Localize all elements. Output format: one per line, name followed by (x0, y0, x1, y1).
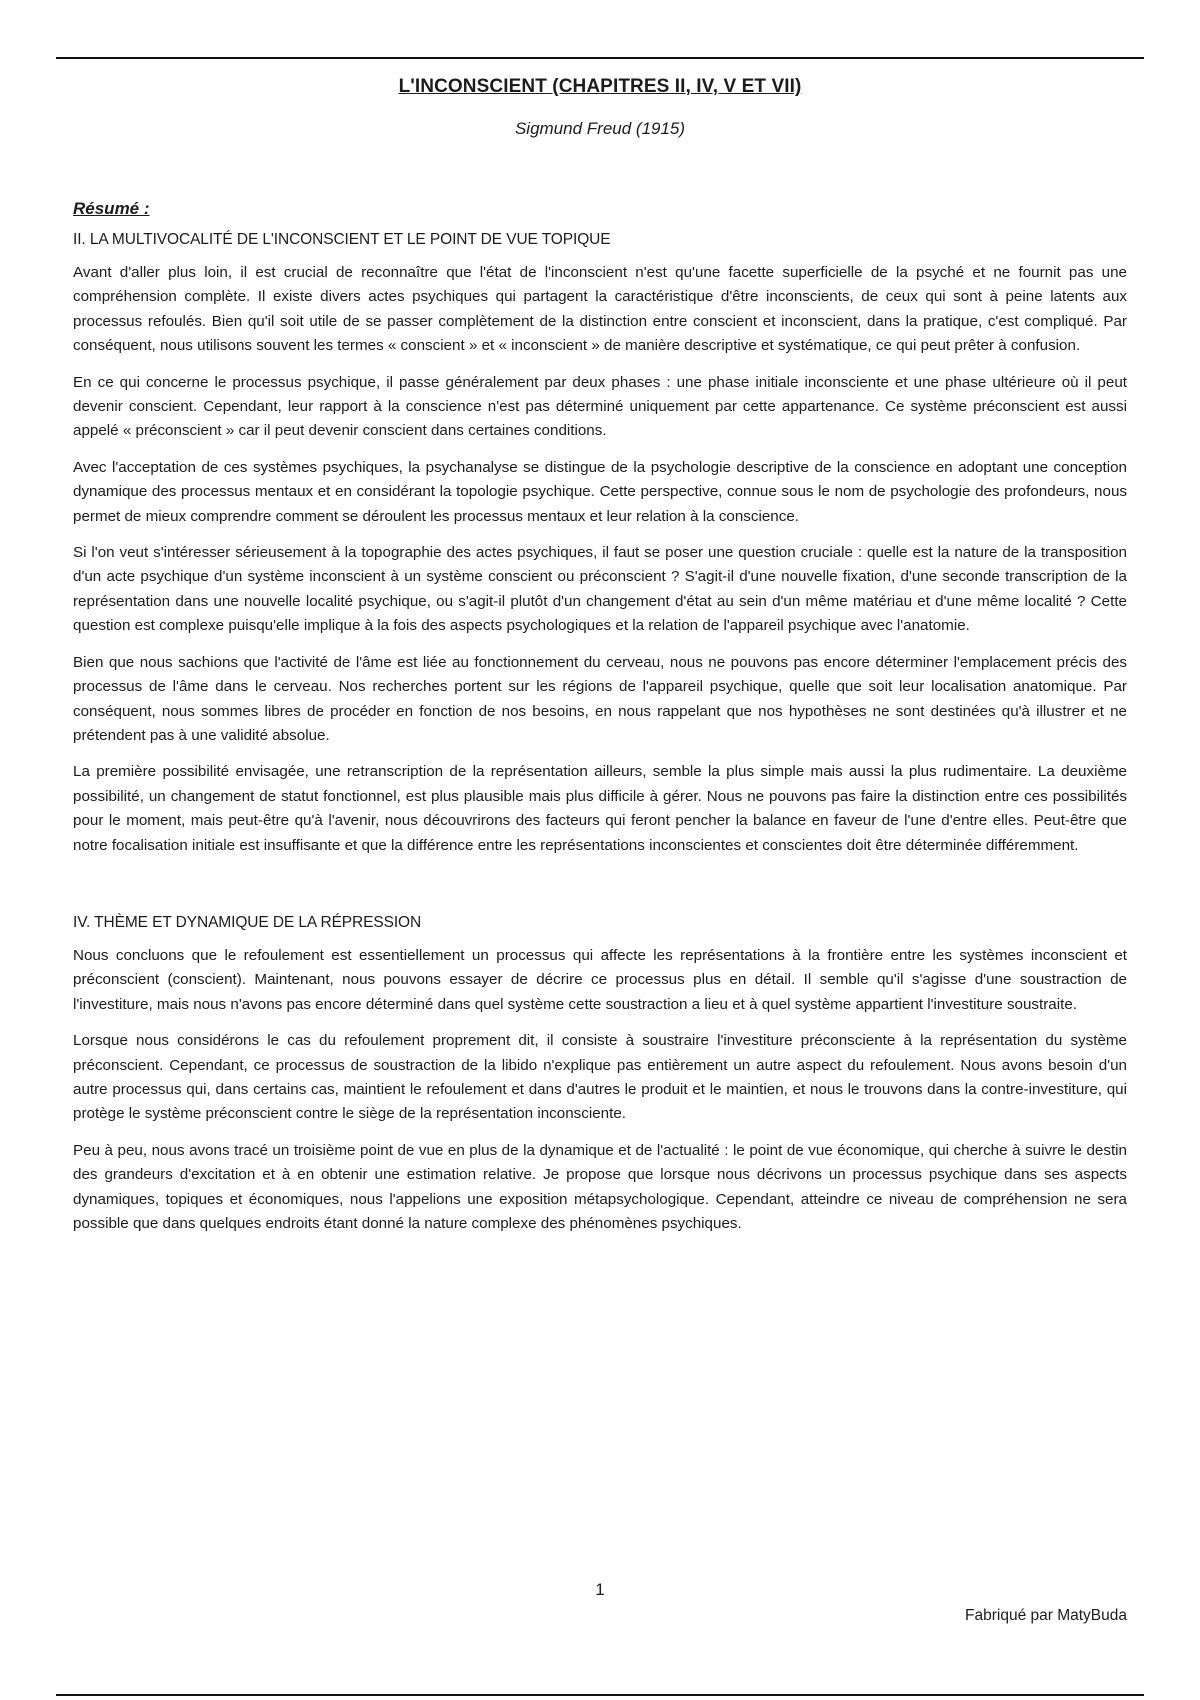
paragraph: Nous concluons que le refoulement est essentiellement un processus qui affecte les représentations à la frontière entre les systèmes inconscient et préconscient (conscient). Maintenant, nous pouvons essayer de décrire ce processus plus en détail. Il semble qu'il s'agisse d'une soustraction de l'investiture, mais nous n'avons pas encore déterminé dans quel système cette soustraction a lieu et à quel système appartient l'investiture soustraite. (73, 946, 1127, 1013)
document-page (73, 70, 1127, 1236)
bottom-rule (56, 1694, 1144, 1696)
page-number: 1 (595, 1580, 605, 1599)
paragraph: La première possibilité envisagée, une retranscription de la représentation ailleurs, semble la plus simple mais aussi la plus rudimentaire. La deuxième possibilité, un changement de statut fonctionnel, est plus plausible mais plus difficile à gérer. Nous ne pouvons pas faire la distinction entre ces possibilités pour le moment, mais peut-être qu'à l'avenir, nous découvrirons des facteurs qui feront pencher la balance en faveur de l'une d'entre elles. Peut-être que notre focalisation initiale est insuffisante et que la différence entre les représentations inconscientes et conscientes doit être déterminée différemment. (73, 763, 1127, 854)
top-rule (56, 57, 1144, 59)
footer-credit: Fabriqué par MatyBuda (965, 1607, 1127, 1624)
section-heading: IV. THÈME ET DYNAMIQUE DE LA RÉPRESSION (73, 913, 422, 931)
summary-label: Résumé : (73, 199, 150, 218)
section-heading: II. LA MULTIVOCALITÉ DE L'INCONSCIENT ET LE POINT DE VUE TOPIQUE (73, 231, 611, 248)
paragraph: En ce qui concerne le processus psychique, il passe généralement par deux phases : une phase initiale inconsciente et une phase ultérieure où il peut devenir conscient. Cependant, leur rapport à la conscience n'est pas déterminé uniquement par cette appartenance. Ce système préconscient est aussi appelé « préconscient » car il peut devenir conscient dans certaines conditions. (73, 373, 1127, 440)
paragraph: Si l'on veut s'intéresser sérieusement à la topographie des actes psychiques, il faut se poser une question cruciale : quelle est la nature de la transposition d'un acte psychique d'un système inconscient à un système conscient ou préconscient ? S'agit-il d'une nouvelle fixation, d'une seconde transcription de la représentation dans une nouvelle localité psychique, ou s'agit-il plutôt d'un changement d'état au sein d'un même matériau et d'une même localité ? Cette question est complexe puisqu'elle implique à la fois des aspects psychologiques et la relation de l'appareil psychique avec l'anatomie. (73, 544, 1127, 635)
paragraph: Peu à peu, nous avons tracé un troisième point de vue en plus de la dynamique et de l'actualité : le point de vue économique, qui cherche à suivre le destin des grandeurs d'excitation et à en obtenir une estimation relative. Je propose que lorsque nous décrivons un processus psychique dans ses aspects dynamiques, topiques et économiques, nous l'appelions une exposition métapsychologique. Cependant, atteindre ce niveau de compréhension ne sera possible que dans quelques endroits étant donné la nature complexe des phénomènes psychiques. (73, 1141, 1127, 1232)
section-chapter-4 (73, 914, 1127, 1236)
paragraph: Avec l'acceptation de ces systèmes psychiques, la psychanalyse se distingue de la psychologie descriptive de la conscience en adoptant une conception dynamique des processus mentaux et en considérant la topologie psychique. Cette perspective, connue sous le nom de psychologie des profondeurs, nous permet de mieux comprendre comment se déroulent les processus mentaux et leur relation à la conscience. (73, 458, 1127, 525)
paragraph: Bien que nous sachions que l'activité de l'âme est liée au fonctionnement du cerveau, nous ne pouvons pas encore déterminer l'emplacement précis des processus de l'âme dans le cerveau. Nos recherches portent sur les régions de l'appareil psychique, quelle que soit leur localisation anatomique. Par conséquent, nous sommes libres de procéder en fonction de nos besoins, en nous rappelant que nos hypothèses ne sont destinées qu'à illustrer et ne prétendent pas à une validité absolue. (73, 653, 1127, 744)
paragraph: Avant d'aller plus loin, il est crucial de reconnaître que l'état de l'inconscient n'est qu'une facette superficielle de la psyché et ne fournit pas une compréhension complète. Il existe divers actes psychiques qui partagent la caractéristique d'être inconscients, de ceux qui sont à peine latents aux processus refoulés. Bien qu'il soit utile de se passer complètement de la distinction entre conscient et inconscient, dans la pratique, c'est compliqué. Par conséquent, nous utilisons souvent les termes « conscient » et « inconscient » de manière descriptive et systématique, ce qui peut prêter à confusion. (73, 264, 1127, 355)
section-chapter-2 (73, 231, 1127, 858)
document-title: L'INCONSCIENT (CHAPITRES II, IV, V ET VII) (398, 76, 802, 97)
document-author: Sigmund Freud (1915) (514, 119, 686, 138)
paragraph: Lorsque nous considérons le cas du refoulement proprement dit, il consiste à soustraire l'investiture préconsciente à la représentation du système préconscient. Cependant, ce processus de soustraction de la libido n'explique pas entièrement un autre aspect du refoulement. Nous avons besoin d'un autre processus qui, dans certains cas, maintient le refoulement et dans d'autres le produit et le maintien, et nous le trouvons dans la contre-investiture, qui protège le système préconscient contre le siège de la représentation inconsciente. (73, 1032, 1127, 1123)
